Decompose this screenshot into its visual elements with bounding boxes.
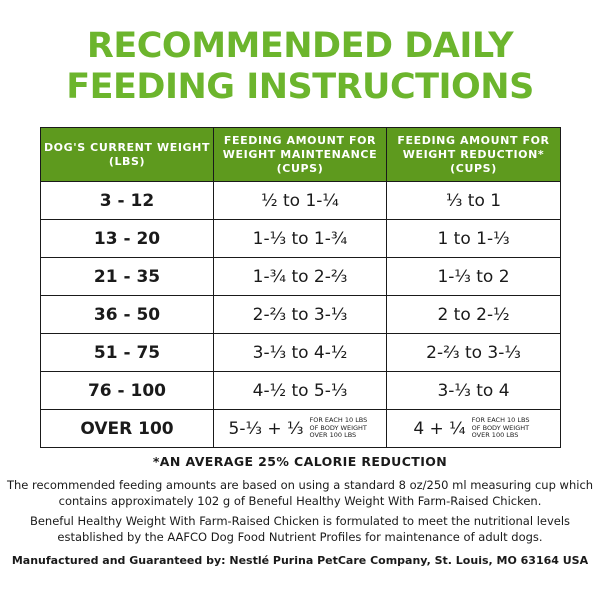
maintenance-value: 5-⅓ + ⅓ <box>228 418 304 439</box>
maintenance-cell: 2-⅔ to 3-⅓ <box>214 296 387 334</box>
table-row-over-100 <box>41 410 561 448</box>
table-row <box>41 220 561 258</box>
weight-cell: 36 - 50 <box>41 296 214 334</box>
reduction-footnote: FOR EACH 10 LBS OF BODY WEIGHT OVER 100 LBS <box>471 416 530 440</box>
weight-cell: 21 - 35 <box>41 258 214 296</box>
weight-cell: OVER 100 <box>41 410 214 448</box>
reduction-cell: 1 to 1-⅓ <box>387 220 561 258</box>
maintenance-cell: 4-½ to 5-⅓ <box>214 372 387 410</box>
table-row <box>41 334 561 372</box>
maintenance-cell <box>214 410 387 448</box>
manufacturer-note: Manufactured and Guaranteed by: Nestlé Purina PetCare Company, St. Louis, MO 63164 USA <box>11 554 589 567</box>
measuring-cup-note: The recommended feeding amounts are based on using a standard 8 oz/250 ml measuring cup which contains approximately 102 g of Beneful Healthy Weight With Farm-Raised Chicken. <box>6 478 594 508</box>
reduction-cell: ⅓ to 1 <box>387 182 561 220</box>
reduction-cell: 3-⅓ to 4 <box>387 372 561 410</box>
weight-cell: 51 - 75 <box>41 334 214 372</box>
maintenance-footnote: FOR EACH 10 LBS OF BODY WEIGHT OVER 100 LBS <box>309 416 368 440</box>
table-header-row <box>41 128 561 182</box>
reduction-cell: 2 to 2-½ <box>387 296 561 334</box>
weight-cell: 76 - 100 <box>41 372 214 410</box>
aafco-note: Beneful Healthy Weight With Farm-Raised Chicken is formulated to meet the nutritional levels established by the AAFCO Dog Food Nutrient Profiles for maintenance of adult dogs. <box>29 514 571 544</box>
weight-cell: 3 - 12 <box>41 182 214 220</box>
page-title-line-2: FEEDING INSTRUCTIONS <box>66 67 534 107</box>
table-row <box>41 258 561 296</box>
header-maintenance: FEEDING AMOUNT FOR WEIGHT MAINTENANCE (CUPS) <box>214 128 387 182</box>
table-row <box>41 182 561 220</box>
reduction-value: 4 + ¼ <box>413 418 466 439</box>
reduction-cell: 1-⅓ to 2 <box>387 258 561 296</box>
feeding-table <box>40 127 561 448</box>
maintenance-cell: 1-⅓ to 1-¾ <box>214 220 387 258</box>
maintenance-cell: ½ to 1-¼ <box>214 182 387 220</box>
maintenance-cell: 1-¾ to 2-⅔ <box>214 258 387 296</box>
maintenance-cell: 3-⅓ to 4-½ <box>214 334 387 372</box>
reduction-cell <box>387 410 561 448</box>
calorie-reduction-note: *AN AVERAGE 25% CALORIE REDUCTION <box>152 454 448 469</box>
table-row <box>41 296 561 334</box>
header-weight: DOG'S CURRENT WEIGHT (LBS) <box>41 128 214 182</box>
weight-cell: 13 - 20 <box>41 220 214 258</box>
reduction-cell: 2-⅔ to 3-⅓ <box>387 334 561 372</box>
page-title-line-1: RECOMMENDED DAILY <box>86 26 514 66</box>
table-row <box>41 372 561 410</box>
header-reduction: FEEDING AMOUNT FOR WEIGHT REDUCTION* (CUPS) <box>387 128 561 182</box>
